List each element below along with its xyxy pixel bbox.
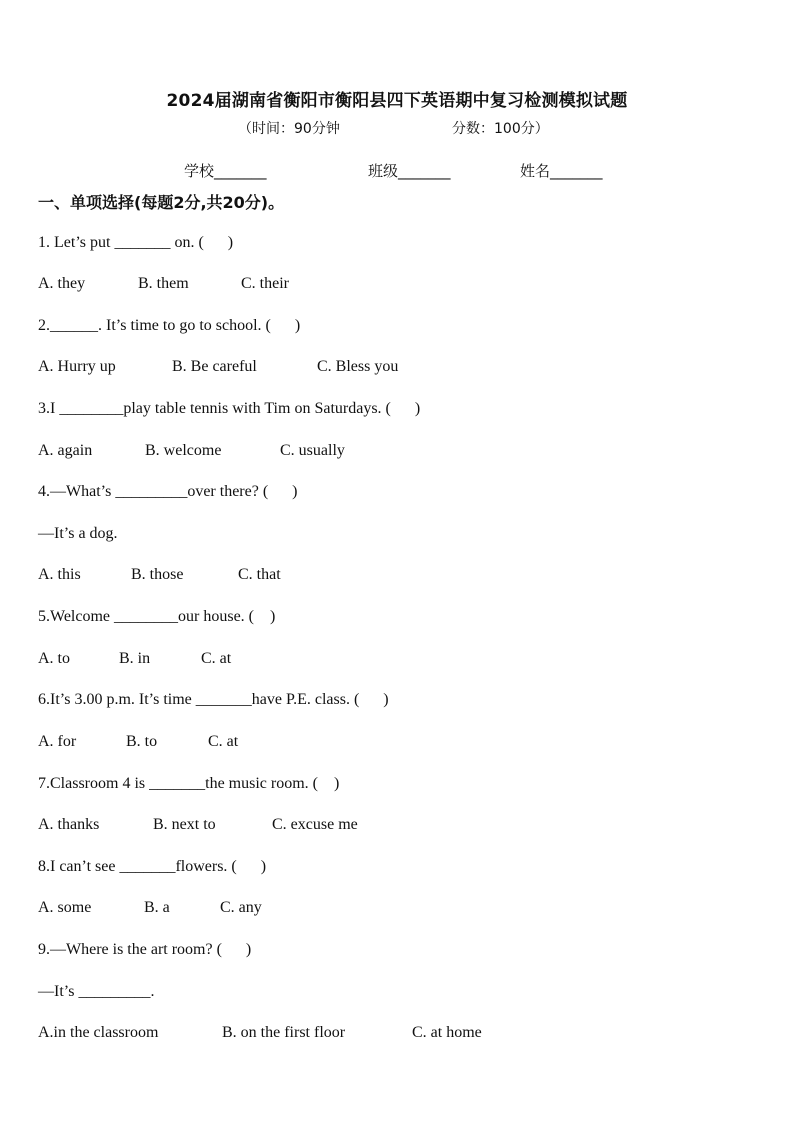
option-a: A. thanks bbox=[38, 816, 100, 833]
option-c: C. Bless you bbox=[317, 358, 399, 375]
option-c: C. any bbox=[220, 899, 262, 916]
option-a: A. this bbox=[38, 566, 81, 583]
option-c: C. their bbox=[241, 275, 289, 292]
option-b: B. those bbox=[131, 566, 184, 583]
option-c: C. usually bbox=[280, 442, 345, 459]
question-9-reply: —It’s _________. bbox=[38, 983, 155, 1000]
exam-score: 分数：100分） bbox=[452, 121, 549, 137]
question-1: 1. Let’s put _______ on. ( ) bbox=[38, 234, 234, 251]
option-c: C. at home bbox=[412, 1024, 482, 1041]
option-b: B. a bbox=[144, 899, 170, 916]
option-c: C. at bbox=[208, 733, 239, 750]
option-a: A. some bbox=[38, 899, 92, 916]
exam-time: （时间：90分钟 bbox=[238, 121, 340, 137]
question-3: 3.I ________play table tennis with Tim on Saturdays. ( ) bbox=[38, 400, 421, 417]
option-c: C. excuse me bbox=[272, 816, 358, 833]
page-title: 2024届湖南省衡阳市衡阳县四下英语期中复习检测模拟试题 bbox=[166, 91, 628, 111]
option-a: A. again bbox=[38, 442, 93, 459]
option-b: B. next to bbox=[153, 816, 216, 833]
question-6: 6.It’s 3.00 p.m. It’s time _______have P.E. class. ( ) bbox=[38, 691, 389, 708]
option-a: A. for bbox=[38, 733, 77, 750]
option-c: C. that bbox=[238, 566, 281, 583]
question-8: 8.I can’t see _______flowers. ( ) bbox=[38, 858, 267, 875]
option-b: B. welcome bbox=[145, 442, 222, 459]
school-field: 学校_______ bbox=[184, 162, 267, 180]
option-a: A. they bbox=[38, 275, 86, 292]
option-b: B. on the first floor bbox=[222, 1024, 346, 1041]
option-a: A. to bbox=[38, 650, 70, 667]
name-field: 姓名_______ bbox=[520, 162, 603, 180]
question-7: 7.Classroom 4 is _______the music room. ( ) bbox=[38, 775, 340, 792]
question-2: 2.______. It’s time to go to school. ( ) bbox=[38, 317, 301, 334]
option-b: B. to bbox=[126, 733, 158, 750]
option-b: B. them bbox=[138, 275, 189, 292]
question-5: 5.Welcome ________our house. ( ) bbox=[38, 608, 276, 625]
option-a: A. Hurry up bbox=[38, 358, 116, 375]
class-field: 班级_______ bbox=[368, 162, 451, 180]
option-b: B. Be careful bbox=[172, 358, 257, 375]
question-4: 4.—What’s _________over there? ( ) bbox=[38, 483, 298, 500]
question-4-reply: —It’s a dog. bbox=[38, 525, 118, 542]
question-9: 9.—Where is the art room? ( ) bbox=[38, 941, 252, 958]
option-a: A.in the classroom bbox=[38, 1024, 159, 1041]
option-b: B. in bbox=[119, 650, 151, 667]
option-c: C. at bbox=[201, 650, 232, 667]
section-heading: 一、单项选择(每题2分,共20分)。 bbox=[38, 193, 285, 212]
